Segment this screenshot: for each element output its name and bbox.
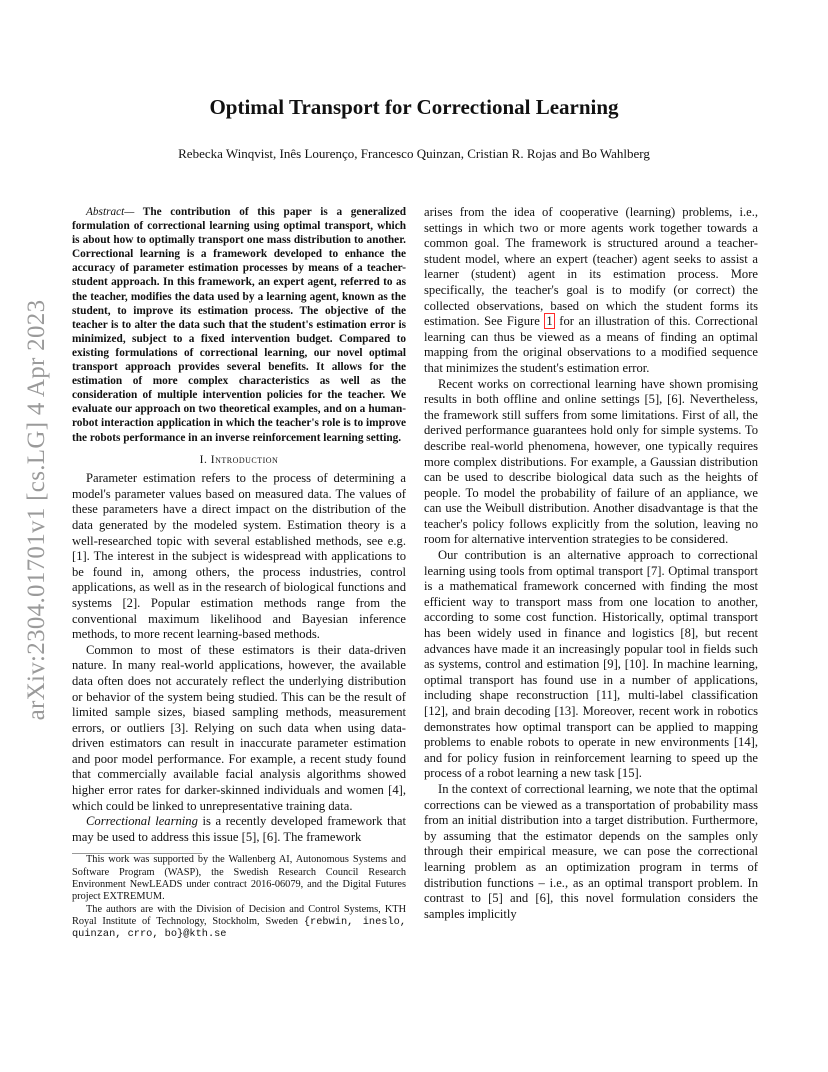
footnote-affiliation (72, 904, 406, 941)
arxiv-identifier-stamp (22, 265, 52, 755)
author-list: Rebecka Winqvist, Inês Lourenço, Francesco Quinzan, Cristian R. Rojas and Bo Wahlberg (178, 146, 650, 161)
section-heading-introduction (72, 453, 406, 469)
intro-paragraph-3-text: is a recently developed framework that may be used to address this issue [5], [6]. The framework (72, 814, 406, 844)
author-emails: {rebwin, ineslo, quinzan, crro, bo}@kth.se (72, 915, 406, 941)
continued-text-after: for an illustration of this. Correctional learning can thus be viewed as a means of finding an optimal mapping from the original observations to a modified sequence that minimizes the student's estimation error. (424, 314, 759, 375)
intro-paragraph-1: Parameter estimation refers to the process of determining a model's parameter values based on measured data. The values of these parameters have a direct impact on the distribution of the data generated by the modeled system. Estimation theory is a well-researched topic with several established methods, see e.g. [1]. The interest in the subject is widespread with applications to be found in, among others, the process industries, control applications, as well as in the research of biological functions and systems [2]. Popular estimation methods range from the conventional maximum likelihood and Bayesian inference methods, to more recent learning-based methods. (72, 471, 406, 642)
left-column (72, 205, 406, 941)
paper-title: Optimal Transport for Correctional Learning (209, 95, 619, 119)
abstract-text: The contribution of this paper is a generalized formulation of correctional learning using optimal transport, which is about how to optimally transport one mass distribution to another. Correctional learning is a framework developed to enhance the accuracy of parameter estimation processes by means of a teacher-student approach. In this framework, an expert agent, referred to as the teacher, modifies the data used by a learning agent, known as the student, to improve its estimation process. The objective of the teacher is to alter the data such that the student's estimation error is minimized, subject to a fixed intervention budget. Compared to existing formulations of correctional learning, our novel optimal transport approach provides several benefits. It allows for the estimation of more complex characteristics as well as the consideration of multiple intervention policies for the teacher. We evaluate our approach on two theoretical examples, and on a human-robot interaction application in which the teacher's role is to improve the robots performance in an inverse reinforcement learning setting. (72, 206, 406, 444)
figure-1-link[interactable]: 1 (546, 314, 553, 329)
intro-paragraph-2: Common to most of these estimators is their data-driven nature. In many real-world applications, however, the available data often does not accurately reflect the underlying distribution or behavior of the system being studied. This can be the result of limited sample sizes, biased sampling methods, measurement errors, or outliers [3]. Relying on such data when using data-driven estimators can result in inaccurate parameter estimation and poor model performance. For example, a recent study found that commercially available facial analysis algorithms showed higher error rates for darker-skinned individuals and women [4], which could be linked to unrepresentative training data. (72, 642, 406, 813)
arxiv-identifier: arXiv:2304.01701v1 [cs.LG] 4 Apr 2023 (23, 299, 50, 721)
intro-paragraph-3 (72, 814, 406, 845)
section-number: I. (199, 453, 208, 466)
intro-paragraph-4: Recent works on correctional learning have shown promising results in both offline and online settings [5], [6]. Nevertheless, the framework still suffers from some limitations. First of all, the derived performance guarantees hold only for simple systems. To describe real-world phenomena, however, one typically requires more complex distributions. For example, a Gaussian distribution can be used to describe biological data such as the heights of people. To model the probability of failure of an appliance, we can use the Weibull distribution. Another disadvantage is that the teacher's policy follows explicitly from the solution, leaving no room for alternative intervention strategies to be considered. (424, 376, 758, 547)
correctional-learning-term: Correctional learning (86, 814, 198, 829)
right-column (424, 205, 758, 922)
section-title: Introduction (210, 453, 279, 466)
continued-text-before: arises from the idea of cooperative (learning) problems, i.e., settings in which two or more agents work together towards a common goal. The framework is structured around a teacher-student model, where an expert (teacher) agent seeks to assist a learner (student) agent in its estimation process. More specifically, the teacher's goal is to modify (or correct) the collected observations, based on which the student forms its estimation. See Figure (424, 205, 758, 329)
footnote-funding: This work was supported by the Wallenberg AI, Autonomous Systems and Software Program (WASP), the Swedish Research Council Research Environment NewLEADS under contract 2016-06079, and the Digital Futures project EXTREMUM. (72, 854, 406, 903)
intro-paragraph-6: In the context of correctional learning, we note that the optimal corrections can be viewed as a transportation of probability mass from an initial distribution into a target distribution. Furthermore, by assuming that the estimator depends on the samples only through their empirical measure, we can pose the correctional learning problem as an optimization program in terms of distribution functions – i.e., as an optimal transport problem. In contrast to [5] and [6], this novel formulation considers the samples implicitly (424, 781, 758, 921)
intro-paragraph-5: Our contribution is an alternative approach to correctional learning using tools from optimal transport [7]. Optimal transport is a mathematical framework concerned with finding the most efficient way to transport mass from one location to another, according to some cost function. Historically, optimal transport has been widely used in finance and logistics [8], but recent advances have made it an increasingly popular tool in fields such as systems, control and estimation [9], [10]. In machine learning, optimal transport has found use in a number of applications, including shape reconstruction [11], multi-label classification [12], and brain decoding [13]. Moreover, recent work in robotics demonstrates how optimal transport can be applied to mapping problems to enable robots to operate in new environments [14], and for policy fusion in reinforcement learning to speed up the process of a robot learning a new task [15]. (424, 548, 758, 781)
abstract (72, 205, 406, 445)
affiliation-text: The authors are with the Division of Decision and Control Systems, KTH Royal Institute of Technology, Stockholm, Sweden (72, 903, 406, 927)
intro-paragraph-3-continued (424, 205, 758, 377)
abstract-label: Abstract— (86, 206, 135, 218)
